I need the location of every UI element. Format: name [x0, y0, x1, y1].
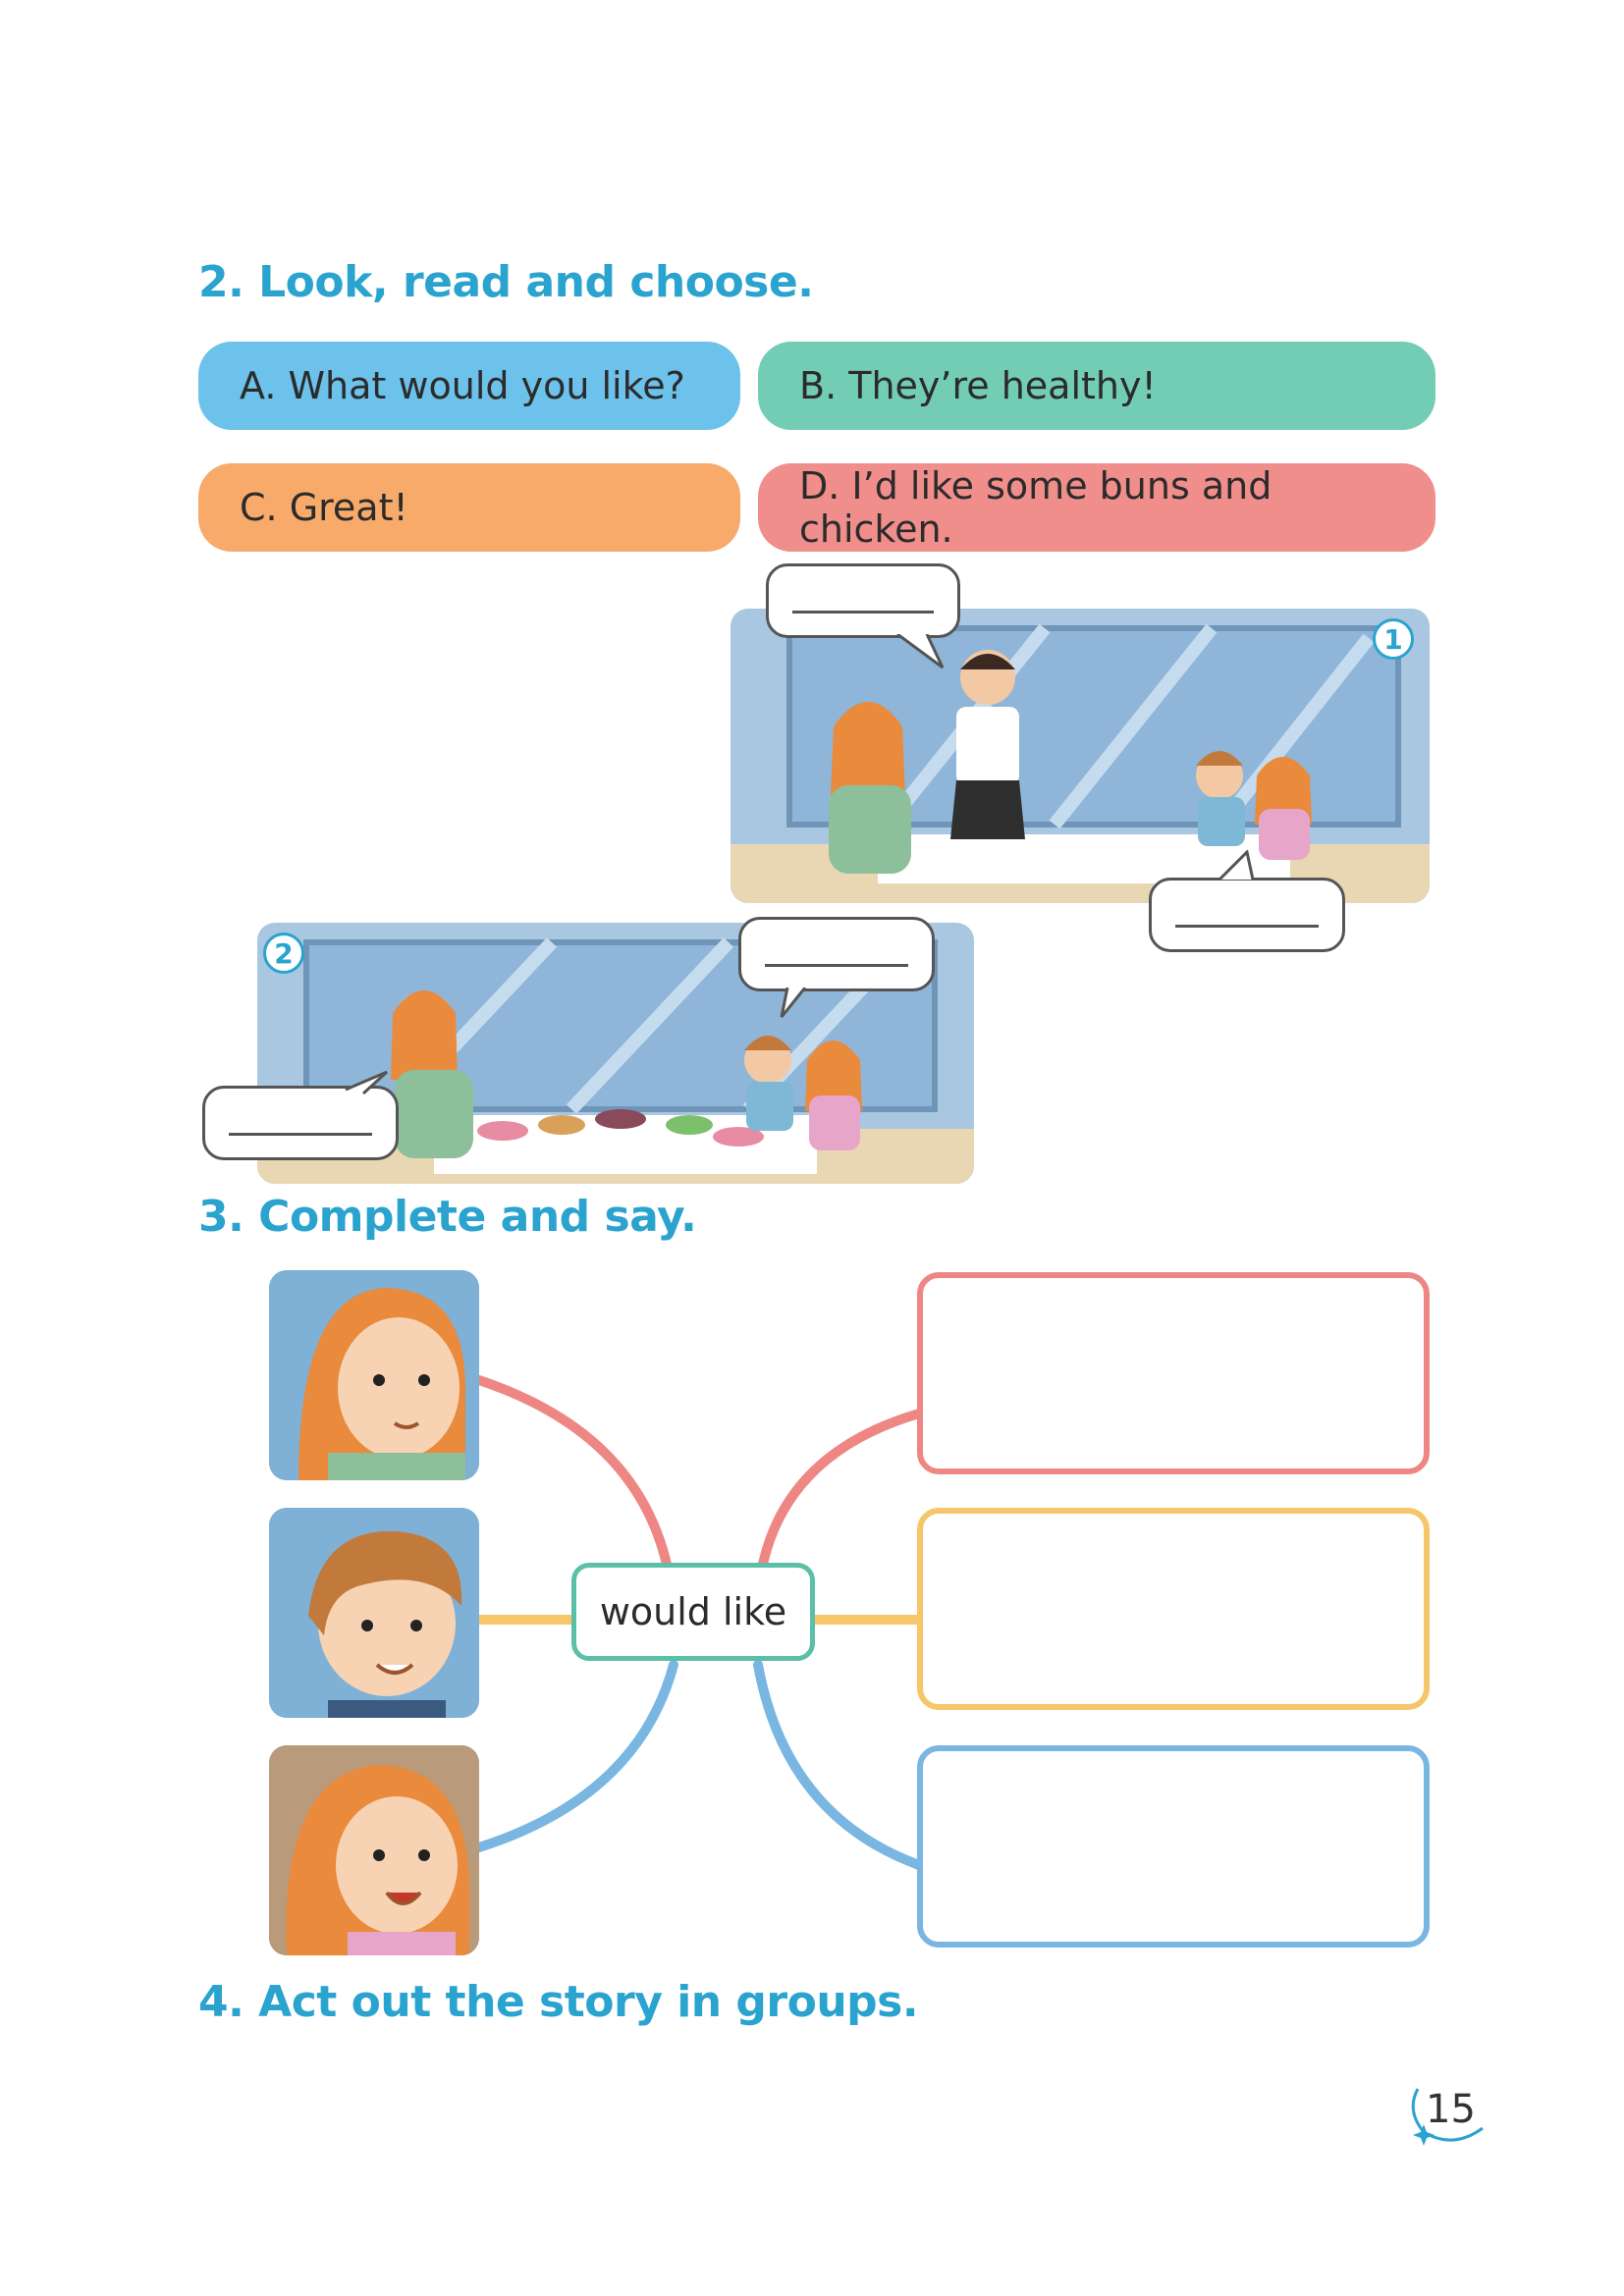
speech-bubble-tail: [344, 1070, 393, 1099]
option-a: [198, 342, 740, 430]
speech-bubble-tail: [776, 988, 825, 1019]
answer-box-2[interactable]: [917, 1508, 1430, 1710]
option-d: [758, 463, 1435, 552]
restaurant-picture-1: [731, 609, 1430, 903]
center-label-text: would like: [599, 1590, 787, 1633]
mother-face-illustration: [269, 1270, 479, 1480]
section-2-heading: 2. Look, read and choose.: [198, 257, 814, 307]
option-b: [758, 342, 1435, 430]
girl-face-illustration: [269, 1745, 479, 1955]
answer-box-1[interactable]: [917, 1272, 1430, 1474]
option-c: [198, 463, 740, 552]
section-4-heading: 4. Act out the story in groups.: [198, 1977, 919, 2027]
answer-blank-line: [229, 1133, 372, 1136]
answer-blank-line: [1175, 925, 1319, 928]
portrait-girl: [269, 1745, 479, 1955]
section-3-heading: 3. Complete and say.: [198, 1192, 697, 1242]
answer-blank-line: [792, 611, 934, 614]
option-d-text: D. I’d like some buns and chicken.: [799, 464, 1272, 551]
answer-blank-line: [765, 964, 908, 967]
speech-bubble-kids-picture-2[interactable]: [738, 917, 935, 991]
boy-face-illustration: [269, 1508, 479, 1718]
speech-bubble-waitress[interactable]: [766, 563, 960, 638]
page-number-text: 15: [1426, 2087, 1476, 2132]
speech-bubble-girl-picture-1[interactable]: [1149, 878, 1345, 952]
portrait-boy: [269, 1508, 479, 1718]
speech-bubble-tail: [893, 634, 952, 669]
center-label-box: [571, 1563, 815, 1661]
page-number: [1404, 2081, 1492, 2150]
option-c-text: C. Great!: [240, 486, 408, 529]
picture-1-number: 1: [1373, 618, 1414, 660]
option-b-text: B. They’re healthy!: [799, 364, 1157, 407]
speech-bubble-tail: [1214, 850, 1263, 881]
restaurant-scene-1-illustration: [731, 609, 1430, 903]
portrait-mother: [269, 1270, 479, 1480]
option-a-text: A. What would you like?: [240, 364, 685, 407]
answer-box-3[interactable]: [917, 1745, 1430, 1948]
picture-2-number: 2: [263, 933, 304, 974]
